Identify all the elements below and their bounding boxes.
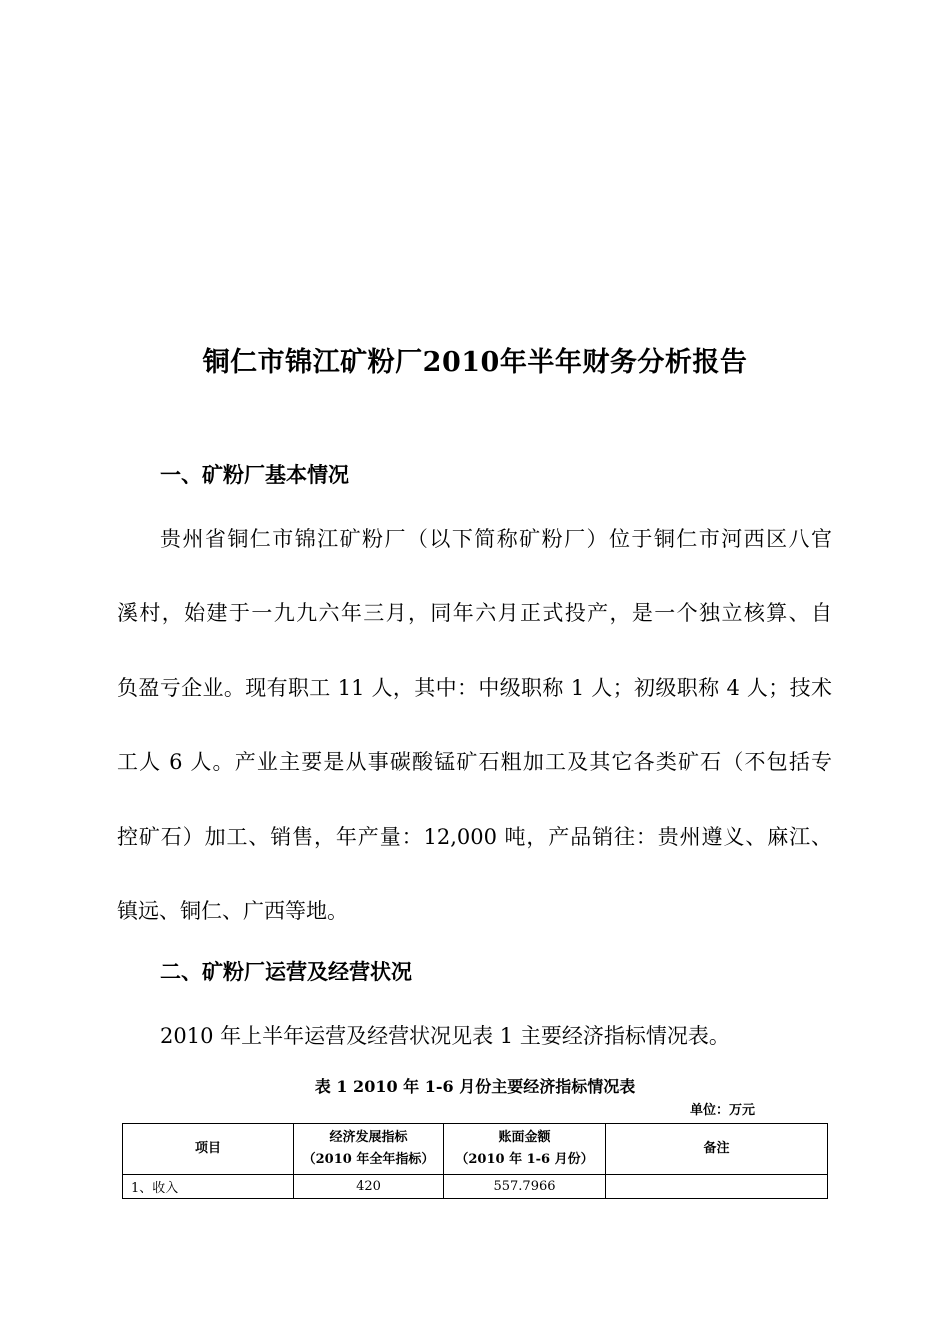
paragraph-line: 负盈亏企业。现有职工 11 人，其中：中级职称 1 人；初级职称 4 人；技术 bbox=[117, 676, 832, 700]
unit-label: 单位：万元 bbox=[690, 1103, 756, 1118]
table-row bbox=[123, 1175, 828, 1199]
header-amount bbox=[444, 1124, 606, 1175]
cell-remark bbox=[606, 1175, 828, 1199]
table-header-row bbox=[123, 1124, 828, 1175]
section-heading-operations: 二、矿粉厂运营及经营状况 bbox=[160, 959, 412, 984]
paragraph-line: 贵州省铜仁市锦江矿粉厂（以下简称矿粉厂）位于铜仁市河西区八官 bbox=[160, 527, 832, 551]
header-remark: 备注 bbox=[606, 1124, 828, 1175]
paragraph-line: 镇远、铜仁、广西等地。 bbox=[117, 899, 348, 923]
cell-item: 1、收入 bbox=[123, 1175, 294, 1199]
header-item: 项目 bbox=[123, 1124, 294, 1175]
paragraph-line: 溪村，始建于一九九六年三月，同年六月正式投产，是一个独立核算、自 bbox=[117, 601, 832, 625]
operations-intro: 2010 年上半年运营及经营状况见表 1 主要经济指标情况表。 bbox=[160, 1024, 730, 1048]
cell-amount: 557.7966 bbox=[444, 1175, 606, 1199]
header-amount-title: 账面金额 bbox=[498, 1130, 551, 1145]
page-title: 铜仁市锦江矿粉厂2010年半年财务分析报告 bbox=[202, 347, 748, 378]
cell-target: 420 bbox=[294, 1175, 444, 1199]
header-target-subtitle: （2010 年全年指标） bbox=[302, 1152, 435, 1167]
paragraph-line: 控矿石）加工、销售，年产量：12,000 吨，产品销往：贵州遵义、麻江、 bbox=[117, 825, 832, 849]
table-caption: 表 1 2010 年 1-6 月份主要经济指标情况表 bbox=[314, 1077, 636, 1096]
economic-indicators-table bbox=[122, 1123, 828, 1199]
header-amount-subtitle: （2010 年 1-6 月份） bbox=[455, 1152, 594, 1167]
paragraph-line: 工人 6 人。产业主要是从事碳酸锰矿石粗加工及其它各类矿石（不包括专 bbox=[117, 750, 832, 774]
section-heading-basic-info: 一、矿粉厂基本情况 bbox=[160, 462, 349, 487]
header-target bbox=[294, 1124, 444, 1175]
header-target-title: 经济发展指标 bbox=[329, 1130, 408, 1145]
